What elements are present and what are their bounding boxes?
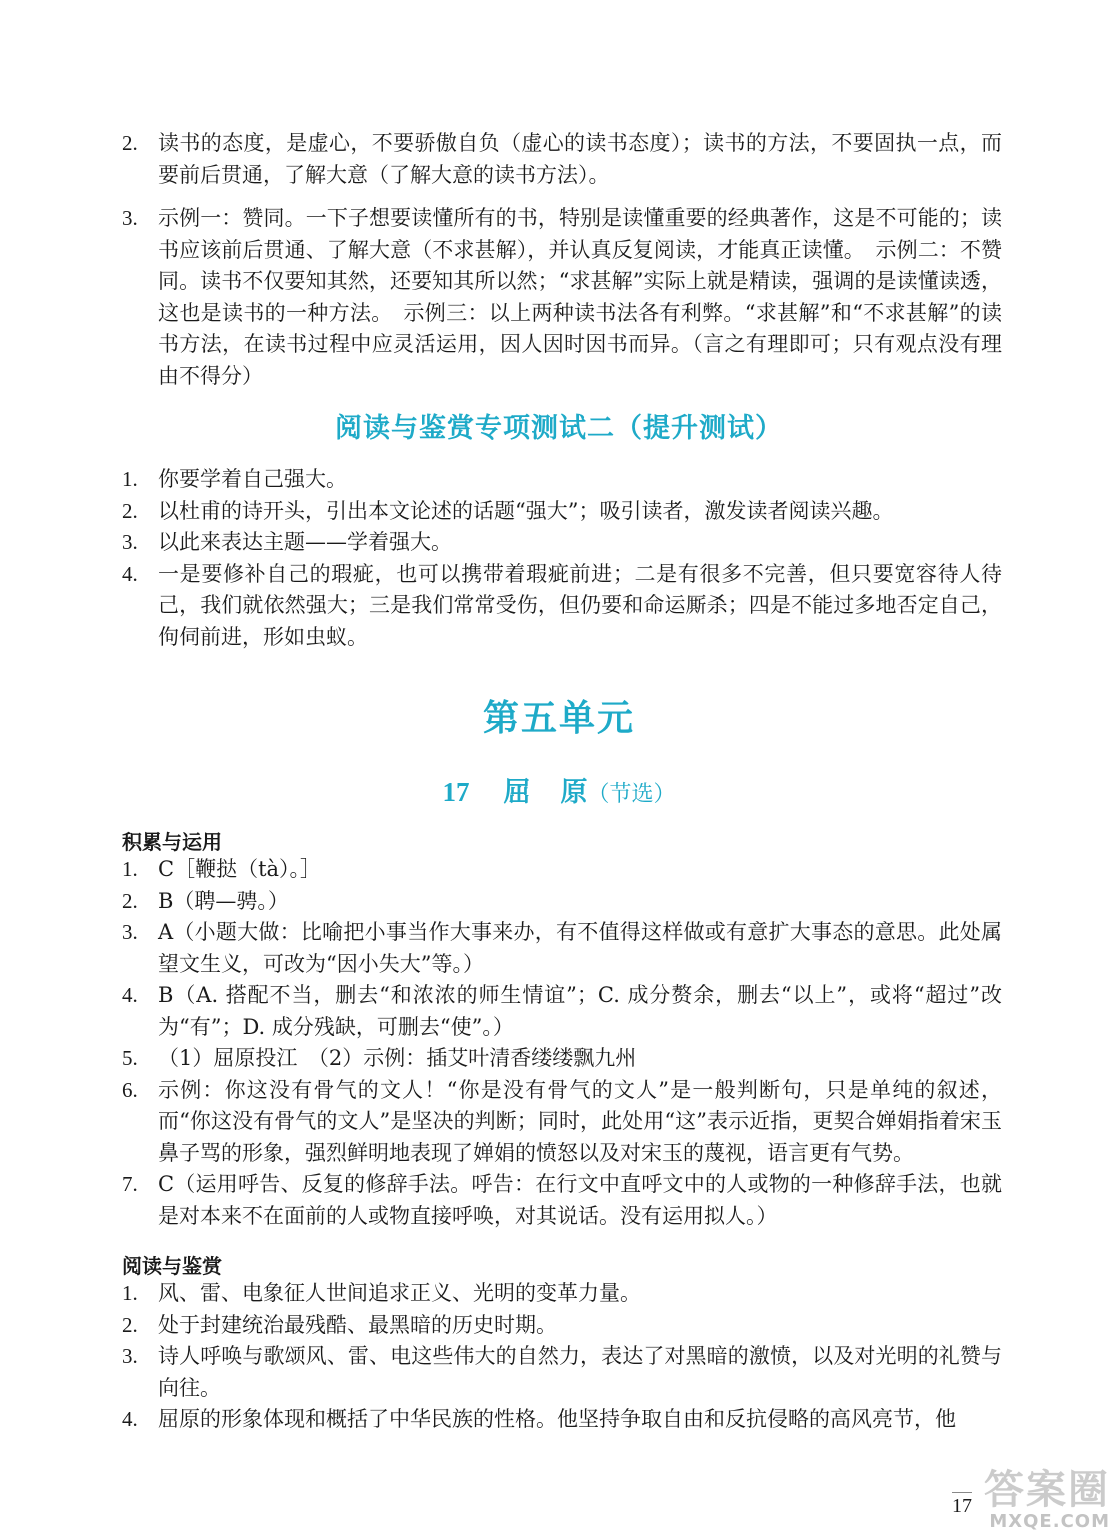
item-text: C（运用呼告、反复的修辞手法。呼告：在行文中直呼文中的人或物的一种修辞手法，也就是对本来不在面前的人或物直接呼唤，对其说话。没有运用拟人。） xyxy=(158,1172,1002,1228)
list-item xyxy=(122,496,1002,528)
section-heading-reading: 阅读与鉴赏 xyxy=(122,1254,222,1278)
item-number: 3. xyxy=(122,206,138,230)
list-item xyxy=(122,1169,1002,1232)
list-item xyxy=(122,527,1002,559)
item-number: 3. xyxy=(122,920,138,944)
item-text: 以此来表达主题——学着强大。 xyxy=(158,530,452,554)
item-text: 读书的态度，是虚心，不要骄傲自负（虚心的读书态度）；读书的方法，不要固执一点，而要前后贯通，了解大意（了解大意的读书方法）。 xyxy=(158,131,1002,187)
list-item xyxy=(122,980,1002,1043)
list-item xyxy=(122,1404,1002,1436)
item-number: 3. xyxy=(122,1344,138,1368)
item-text: 一是要修补自己的瑕疵，也可以携带着瑕疵前进；二是有很多不完善，但只要宽容待人待己，我们就依然强大；三是我们常常受伤，但仍要和命运厮杀；四是不能过多地否定自己，佝伺前进，形如虫蚁。 xyxy=(158,561,1002,649)
item-number: 2. xyxy=(122,131,138,155)
list-item xyxy=(122,1310,1002,1342)
item-text: 处于封建统治最残酷、最黑暗的历史时期。 xyxy=(158,1312,557,1337)
item-number: 1. xyxy=(122,1281,138,1305)
list-item xyxy=(122,464,1002,496)
item-text: 示例一：赞同。一下子想要读懂所有的书，特别是读懂重要的经典著作，这是不可能的；读书应该前后贯通、了解大意（不求甚解），并认真反复阅读，才能真正读懂。 示例二：不赞同。读书不仅要知其然，还要知其所以然；“求甚解”实际上就是精读，强调的是读懂读透，这也是读书的一种方法。 示例三：以上两种读书法各有利弊。“求甚解”和“不求甚解”的读书方法，在读书过程中应灵活运用，因人因时因书而异。（言之有理即可；只有观点没有理由不得分） xyxy=(158,206,1002,388)
unit-title: 第五单元 xyxy=(482,697,635,739)
item-text: C［鞭挞（tà）。］ xyxy=(158,857,322,881)
lesson-name-char: 屈 xyxy=(503,777,531,808)
item-number: 1. xyxy=(122,467,138,491)
list-item xyxy=(122,559,1002,654)
list-item xyxy=(122,1278,1002,1310)
test-title: 阅读与鉴赏专项测试二（提升测试） xyxy=(335,413,783,444)
list-item xyxy=(122,854,1002,886)
lesson-number: 17 xyxy=(442,777,470,807)
item-number: 4. xyxy=(122,983,138,1007)
page-number: 17 xyxy=(952,1492,972,1518)
item-number: 4. xyxy=(122,1407,138,1431)
item-text: 你要学着自己强大。 xyxy=(158,467,347,491)
lesson-name-char: 原 xyxy=(560,777,588,808)
item-number: 1. xyxy=(122,857,138,881)
item-number: 7. xyxy=(122,1172,138,1196)
list-item xyxy=(122,1341,1002,1404)
watermark xyxy=(940,1469,1110,1532)
item-number: 2. xyxy=(122,888,138,913)
list-item xyxy=(122,917,1002,980)
item-text: 以杜甫的诗开头，引出本文论述的话题“强大”；吸引读者，激发读者阅读兴趣。 xyxy=(158,498,894,523)
lesson-title xyxy=(0,770,1118,809)
list-item xyxy=(122,886,1002,918)
item-text: 风、雷、电象征人世间追求正义、光明的变革力量。 xyxy=(158,1281,641,1305)
item-text: 示例：你这没有骨气的文人！“你是没有骨气的文人”是一般判断句，只是单纯的叙述，而“你这没有骨气的文人”是坚决的判断；同时，此处用“这”表示近指，更契合婵娟指着宋玉鼻子骂的形象，强烈鲜明地表现了婵娟的愤怒以及对宋玉的蔑视，语言更有气势。 xyxy=(158,1077,1002,1165)
section-heading-accumulation: 积累与运用 xyxy=(122,830,222,854)
item-text: A（小题大做：比喻把小事当作大事来办，有不值得这样做或有意扩大事态的意思。此处属望文生义，可改为“因小失大”等。） xyxy=(158,920,1002,976)
item-number: 3. xyxy=(122,530,138,554)
list-item xyxy=(122,128,1002,191)
item-text: （1）屈原投江 （2）示例：插艾叶清香缕缕飘九州 xyxy=(158,1046,637,1070)
item-number: 6. xyxy=(122,1077,138,1102)
list-item xyxy=(122,1043,1002,1075)
lesson-note: （节选） xyxy=(587,782,676,807)
item-text: B（A. 搭配不当，删去“和浓浓的师生情谊”；C. 成分赘余，删去“以上”，或将“超过”改为“有”；D. 成分残缺，可删去“使”。） xyxy=(158,983,1002,1039)
item-number: 4. xyxy=(122,561,138,586)
item-text: 诗人呼唤与歌颂风、雷、电这些伟大的自然力，表达了对黑暗的激愤，以及对光明的礼赞与向往。 xyxy=(158,1344,1002,1400)
item-text: 屈原的形象体现和概括了中华民族的性格。他坚持争取自由和反抗侵略的高风亮节，他 xyxy=(158,1407,956,1431)
watermark-logo: 答案圈 xyxy=(984,1467,1110,1513)
accumulation-answers xyxy=(122,854,1002,1232)
test-answers xyxy=(122,464,1002,653)
list-item xyxy=(122,1075,1002,1170)
answers-continued xyxy=(122,128,1002,392)
list-item xyxy=(122,203,1002,392)
item-number: 5. xyxy=(122,1046,138,1070)
reading-answers xyxy=(122,1278,1002,1436)
watermark-url: MXQE.COM xyxy=(989,1511,1110,1532)
item-number: 2. xyxy=(122,1312,138,1337)
item-number: 2. xyxy=(122,498,138,523)
item-text: B（聘—骋。） xyxy=(158,888,289,913)
